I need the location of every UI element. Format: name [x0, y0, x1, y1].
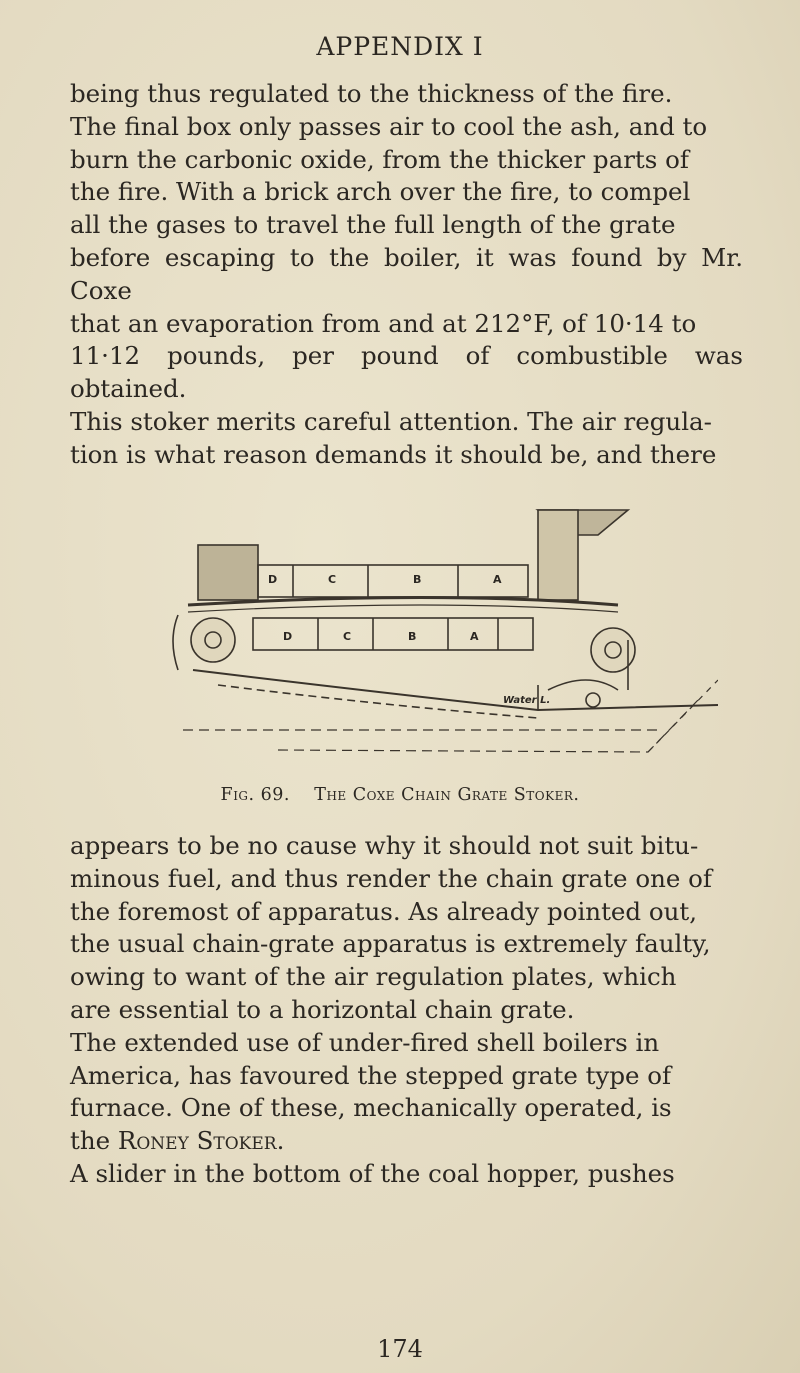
roney-stoker-name: Roney Stoker: [117, 1126, 277, 1156]
text-line: all the gases to travel the full length of the grate: [70, 210, 676, 240]
text-line: the fire. With a brick arch over the fire, to compel: [70, 177, 691, 207]
text-line: This stoker merits careful attention. The air regula-: [70, 406, 712, 436]
caption-title: The Coxe Chain Grate Stoker.: [314, 785, 580, 805]
upper-label: D: [268, 573, 278, 586]
lower-label: B: [408, 630, 417, 643]
arch-block: [198, 545, 258, 600]
figure-caption: [0, 785, 800, 805]
lower-label: D: [283, 630, 293, 643]
upper-label: B: [413, 573, 422, 586]
text-line: the foremost of apparatus. As already pointed out,: [70, 896, 698, 926]
upper-label: C: [328, 573, 337, 586]
text-line: 11·12 pounds, per pound of combustible was obtained.: [70, 341, 743, 404]
running-header: APPENDIX I: [316, 32, 484, 61]
hopper-wall: [538, 510, 578, 600]
text-line: furnace. One of these, mechanically operated, is: [70, 1093, 672, 1123]
text-line: before escaping to the boiler, it was found by Mr. Coxe: [70, 242, 743, 305]
text-line: the usual chain-grate apparatus is extremely faulty,: [70, 929, 711, 959]
text-line: are essential to a horizontal chain grate.: [70, 994, 575, 1024]
roney-suffix: .: [276, 1126, 285, 1156]
page-number: 174: [377, 1335, 423, 1363]
text-line: being thus regulated to the thickness of the fire.: [70, 79, 673, 108]
lower-chamber: [253, 618, 533, 650]
text-line: The extended use of under-fired shell boilers in: [70, 1027, 660, 1057]
lower-label: A: [470, 630, 479, 643]
upper-label: A: [493, 573, 502, 586]
lower-label: C: [343, 630, 352, 643]
text-line: [70, 1125, 743, 1158]
body-text-top: [70, 78, 743, 472]
text-line: burn the carbonic oxide, from the thicker parts of: [70, 144, 689, 174]
body-text-bottom: [70, 830, 743, 1191]
caption-prefix: Fig. 69.: [220, 785, 290, 805]
upper-chamber: [258, 565, 528, 597]
text-line: minous fuel, and thus render the chain grate one of: [70, 863, 712, 893]
roney-prefix: the: [70, 1126, 118, 1156]
text-line: The final box only passes air to cool the ash, and to: [70, 111, 708, 141]
text-line: owing to want of the air regulation plates, which: [70, 962, 677, 992]
text-line: appears to be no cause why it should not suit bitu-: [70, 831, 699, 860]
text-line: tion is what reason demands it should be, and there: [70, 439, 717, 469]
text-line: America, has favoured the stepped grate type of: [70, 1060, 672, 1090]
left-sprocket: [191, 618, 235, 662]
text-line: A slider in the bottom of the coal hopper, pushes: [70, 1158, 675, 1188]
water-level-label: Water L.: [503, 695, 551, 706]
text-line: that an evaporation from and at 212°F, of 10·14 to: [70, 308, 697, 338]
stoker-diagram: [158, 490, 718, 780]
